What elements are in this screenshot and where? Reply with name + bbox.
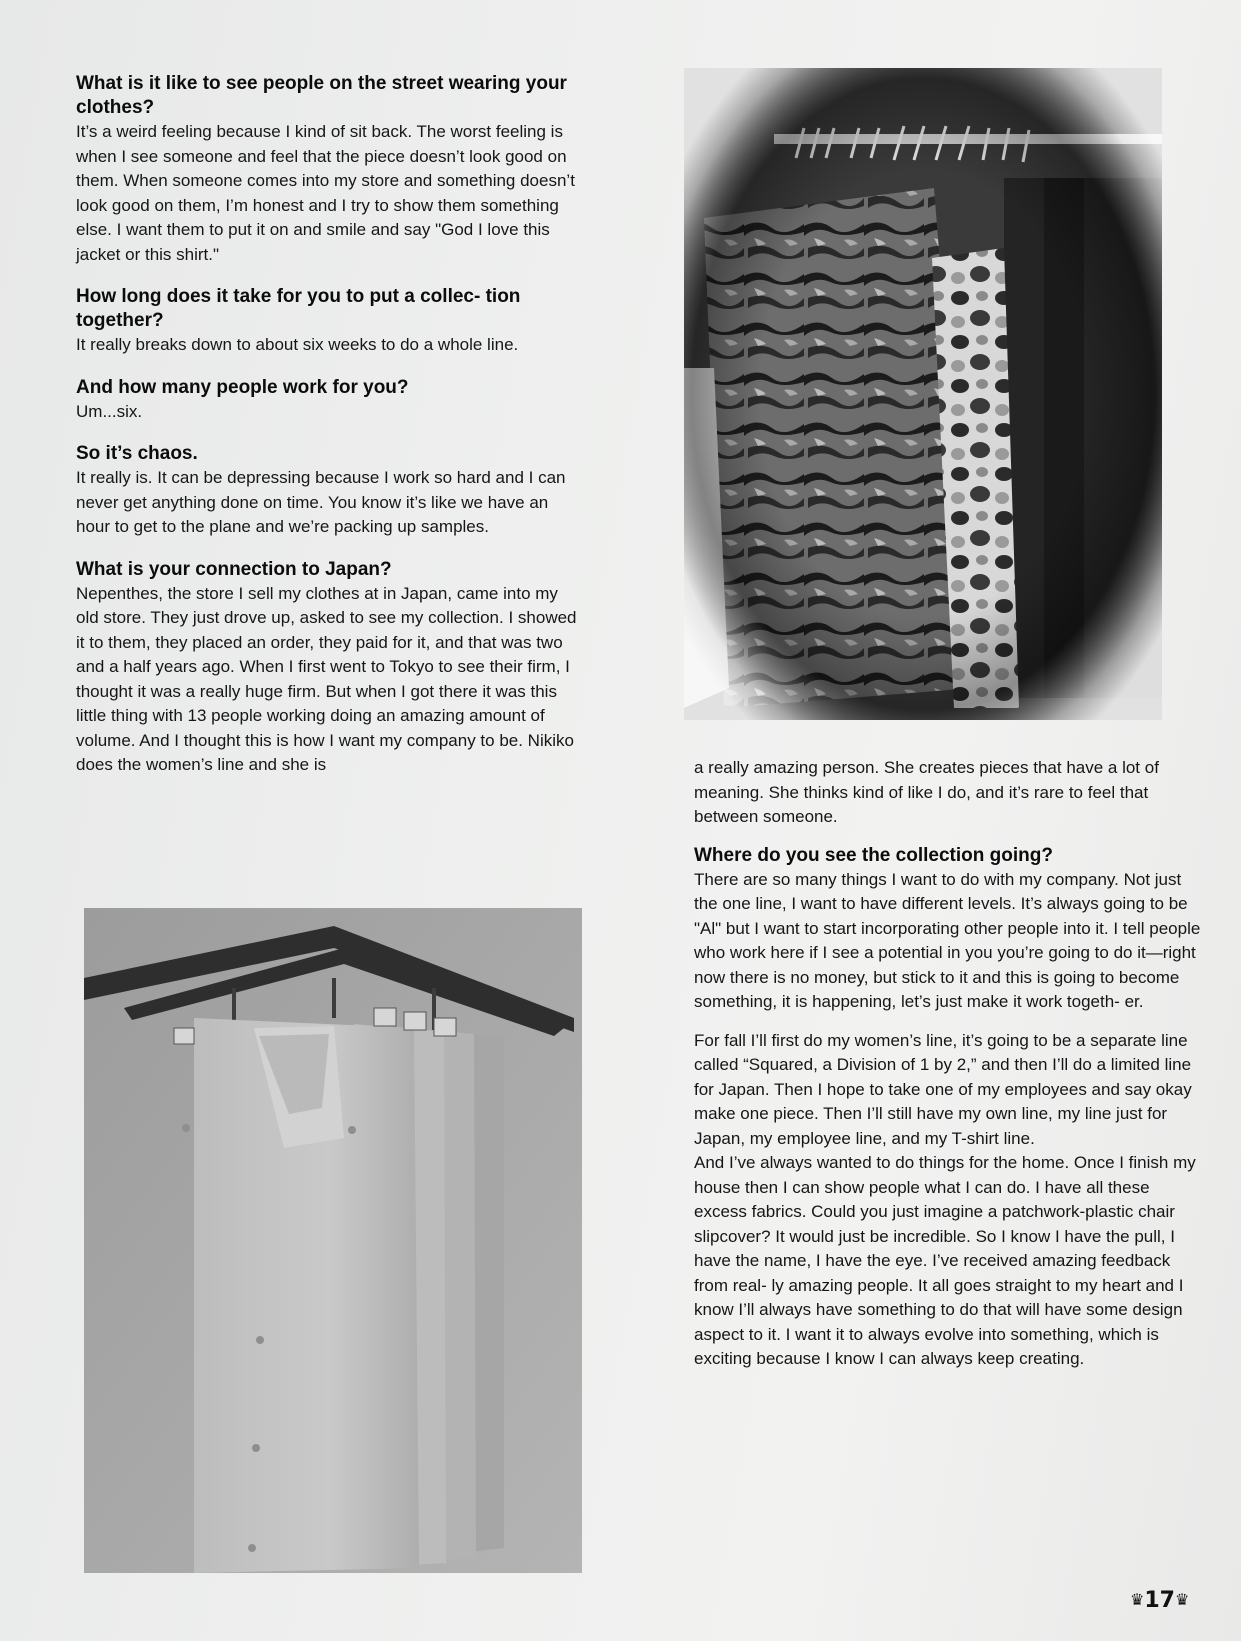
- clothing-rack-photo: [684, 68, 1162, 720]
- answer-paragraph: For fall I’ll first do my women’s line, it’s going to be a separate line called “Squared, a Division of 1 by 2,” and then I’ll do a limited line for Japan. Then I hope to take one of my employees and say okay make one piece. Then I’ll still have my own line, my line just for Japan, my employee line, and my T-shirt line.: [694, 1030, 1192, 1148]
- page-number-value: 17: [1144, 1588, 1175, 1613]
- answer-paragraph: Nepenthes, the store I sell my clothes at in Japan, came into my old store. They just drove up, asked to see my collection. I showed it to them, they placed an order, they paid for it, and that was two and a half years ago. When I first went to Tokyo to see their firm, I thought it was a really huge firm. But when I got there it was this little thing with 13 people working doing an amazing amount of volume. And I thought this is how I want my company to be. Nikiko does the women’s line and she is: [76, 583, 577, 774]
- left-text-column: [76, 72, 582, 796]
- answer-paragraph: There are so many things I want to do with my company. Not just the one line, I want to have different levels. It’s always going to be "Al" but I want to start incorporating other people into it. I tell people who work here if I see a potential in you you’re going to do it—right now there is no money, but stick to it and this is going to become something, it is happening, let’s just make it work togeth- er.: [694, 869, 1201, 1011]
- continuation-paragraph: a really amazing person. She creates pieces that have a lot of meaning. She thinks kind of like I do, and it’s rare to feel that between someone.: [694, 758, 1159, 826]
- vests-illustration: [84, 908, 582, 1573]
- question-heading: So it’s chaos.: [76, 443, 198, 464]
- right-text-column: [694, 756, 1202, 1390]
- question-heading: What is it like to see people on the street wearing your clothes?: [76, 73, 567, 118]
- question-heading: What is your connection to Japan?: [76, 558, 392, 580]
- page-number: [1130, 1588, 1189, 1613]
- vests-on-hangers-photo: [84, 908, 582, 1573]
- answer-paragraph: It’s a weird feeling because I kind of sit back. The worst feeling is when I see someone and feel that the piece doesn’t look good on them. When someone comes into my store and something doesn’t look good on them, I’m honest and I try to show them something else. I want them to put it on and smile and say "God I love this jacket or this shirt.": [76, 122, 575, 264]
- answer-paragraph: It really breaks down to about six weeks to do a whole line.: [76, 335, 519, 354]
- clothing-rack-illustration: [684, 68, 1162, 720]
- answer-paragraph: And I’ve always wanted to do things for the home. Once I finish my house then I can show people what I can do. I have all these excess fabrics. Could you just imagine a patchwork-plastic chair slipcover? It would just be incredible. So I know I have the pull, I have the name, I have the eye. I’ve received amazing feedback from real- ly amazing people. It all goes straight to my heart and I know I’ll always have something to do that will have some design aspect to it. I want it to always evolve into something, which is exciting because I know I can always keep creating.: [694, 1153, 1196, 1368]
- crown-icon: ♛: [1174, 1590, 1190, 1609]
- question-heading: And how many people work for you?: [76, 376, 409, 398]
- question-heading: Where do you see the collection going?: [694, 844, 1053, 866]
- question-heading: How long does it take for you to put a collec- tion together?: [76, 286, 521, 331]
- answer-paragraph: Um...six.: [76, 401, 143, 421]
- crown-icon: ♛: [1130, 1590, 1145, 1609]
- answer-paragraph: It really is. It can be depressing because I work so hard and I can never get anything done on time. You know it’s like we have an hour to get to the plane and we’re packing up samples.: [76, 468, 566, 536]
